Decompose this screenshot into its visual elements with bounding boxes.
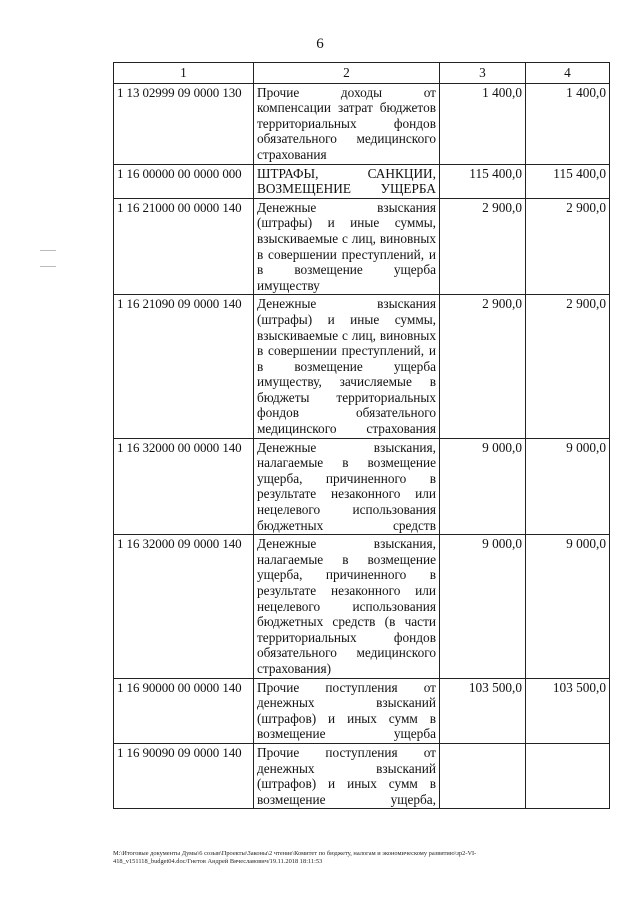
- amount-col4: 2 900,0: [526, 198, 610, 295]
- column-header: 2: [254, 63, 440, 84]
- amount-col3: [440, 743, 526, 808]
- footer-line: М:\Итоговые документы Думы\6 созыв\Проекты\Законы\2 чтение\Комитет по бюджету, налогам и экономическому развитию\зр2-VI-: [113, 850, 477, 857]
- income-name: Прочие доходы от компенсации затрат бюджетов территориальных фондов обязательного медицинского страхования: [254, 83, 440, 164]
- amount-col3: 2 900,0: [440, 198, 526, 295]
- income-name: Денежные взыскания (штрафы) и иные суммы, взыскиваемые с лиц, виновных в совершении преступлений, и в возмещение ущерба имуществу: [254, 198, 440, 295]
- income-name: Денежные взыскания (штрафы) и иные суммы, взыскиваемые с лиц, виновных в совершении преступлений, и в возмещение ущерба имуществу, зачисляемые в бюджеты территориальных фондов обязательного медицинского страхования: [254, 295, 440, 438]
- amount-col3: 1 400,0: [440, 83, 526, 164]
- income-name: ШТРАФЫ, САНКЦИИ, ВОЗМЕЩЕНИЕ УЩЕРБА: [254, 164, 440, 198]
- column-header: 3: [440, 63, 526, 84]
- table-row: [114, 743, 610, 808]
- column-header: 4: [526, 63, 610, 84]
- table-row: [114, 438, 610, 535]
- income-name: Прочие поступления от денежных взысканий (штрафов) и иных сумм в возмещение ущерба: [254, 678, 440, 743]
- budget-code: 1 16 32000 00 0000 140: [114, 438, 254, 535]
- budget-code: 1 16 21090 09 0000 140: [114, 295, 254, 438]
- budget-code: 1 16 21000 00 0000 140: [114, 198, 254, 295]
- amount-col4: 1 400,0: [526, 83, 610, 164]
- table-row: [114, 164, 610, 198]
- amount-col4: 2 900,0: [526, 295, 610, 438]
- table-row: [114, 678, 610, 743]
- budget-code: 1 13 02999 09 0000 130: [114, 83, 254, 164]
- amount-col4: 9 000,0: [526, 438, 610, 535]
- table-row: [114, 198, 610, 295]
- budget-code: 1 16 90000 00 0000 140: [114, 678, 254, 743]
- file-path-footer: [113, 850, 613, 867]
- amount-col4: 115 400,0: [526, 164, 610, 198]
- amount-col3: 9 000,0: [440, 438, 526, 535]
- income-name: Денежные взыскания, налагаемые в возмещение ущерба, причиненного в результате незаконного или нецелевого использования бюджетных средств: [254, 438, 440, 535]
- amount-col4: 103 500,0: [526, 678, 610, 743]
- budget-code: 1 16 90090 09 0000 140: [114, 743, 254, 808]
- amount-col4: [526, 743, 610, 808]
- amount-col3: 2 900,0: [440, 295, 526, 438]
- table-row: [114, 83, 610, 164]
- budget-code: 1 16 00000 00 0000 000: [114, 164, 254, 198]
- income-name: Прочие поступления от денежных взысканий (штрафов) и иных сумм в возмещение ущерба,: [254, 743, 440, 808]
- budget-code: 1 16 32000 09 0000 140: [114, 535, 254, 678]
- margin-mark: [40, 266, 56, 267]
- amount-col3: 9 000,0: [440, 535, 526, 678]
- table-header-row: [114, 63, 610, 84]
- footer-line: 418_v151118_budget04.doc/Гнетов Андрей Вячеславович/19.11.2018 18:11:53: [113, 858, 323, 866]
- table-row: [114, 535, 610, 678]
- amount-col3: 103 500,0: [440, 678, 526, 743]
- amount-col3: 115 400,0: [440, 164, 526, 198]
- table-row: [114, 295, 610, 438]
- income-name: Денежные взыскания, налагаемые в возмещение ущерба, причиненного в результате незаконного или нецелевого использования бюджетных средств (в части территориальных фондов обязательного медицинского страхования): [254, 535, 440, 678]
- budget-table: [113, 62, 610, 809]
- column-header: 1: [114, 63, 254, 84]
- page-number: 6: [316, 36, 324, 52]
- amount-col4: 9 000,0: [526, 535, 610, 678]
- margin-mark: [40, 250, 56, 251]
